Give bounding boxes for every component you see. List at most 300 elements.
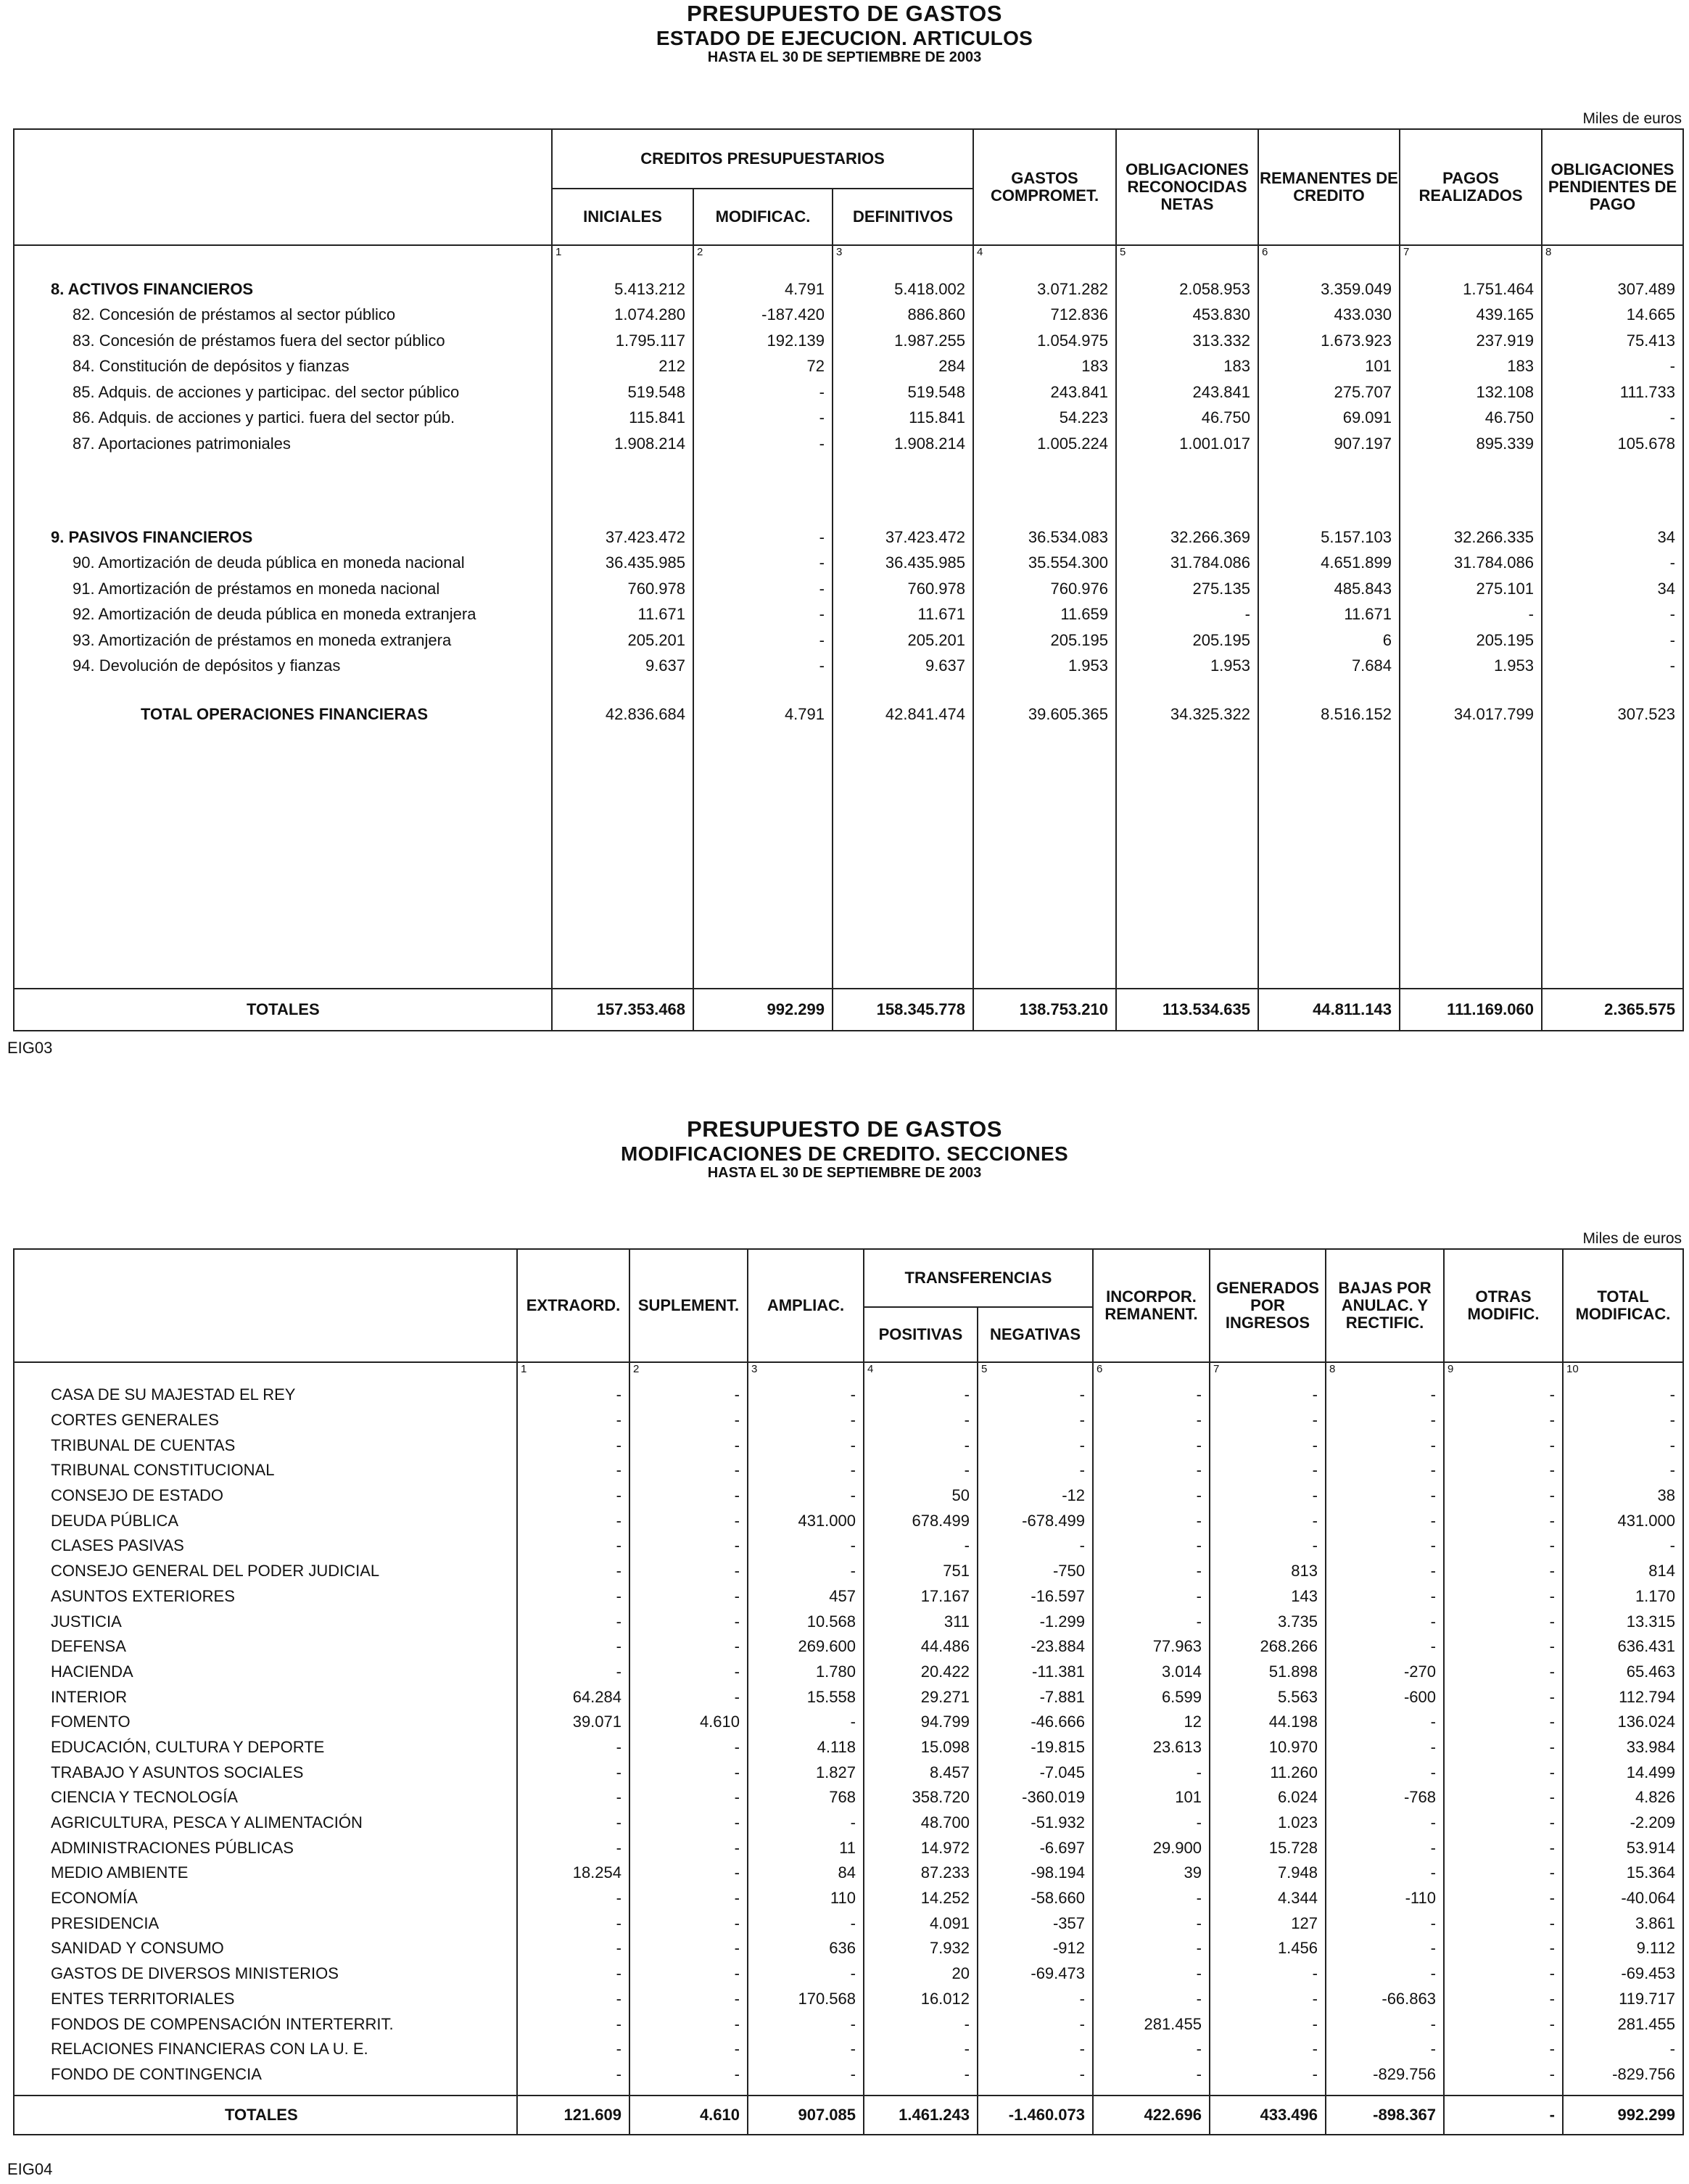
section-value: - [1444,1886,1563,1911]
article-row-label: 85. Adquis. de acciones y participac. del sector público [73,382,460,401]
article-row-value: -187.420 [693,302,833,327]
section-name: ASUNTOS EXTERIORES [51,1586,235,1605]
section-row [14,1433,1683,1458]
section-value: 8.457 [864,1760,978,1785]
section-value: - [1444,1382,1563,1408]
article-row-label: 83. Concesión de préstamos fuera del sector público [73,331,445,350]
article-row-label: 90. Amortización de deuda pública en moneda nacional [73,553,465,572]
spacer-cell [14,456,552,524]
section-value: 48.700 [864,1810,978,1836]
section-value: 29.900 [1093,1835,1210,1860]
section-value: - [517,1835,629,1860]
article-row-value: - [693,602,833,627]
article-row-value: 275.135 [1116,576,1258,601]
section-value: - [629,1860,748,1886]
article-row [14,627,1683,653]
section-value: 84 [748,1860,864,1886]
section-value: 751 [864,1559,978,1584]
article-row-value: 34 [1542,576,1683,601]
section-value: - [517,1634,629,1660]
section-value: - [1563,1382,1683,1408]
article-row-value: 433.030 [1258,302,1400,327]
section-value: - [1444,2062,1563,2088]
article-row-value: 11.659 [973,602,1116,627]
section-value: 110 [748,1886,864,1911]
spacer-cell [1116,728,1258,989]
totals-value: 907.085 [748,2096,864,2135]
article-row [14,379,1683,405]
section-value: -7.045 [978,1760,1093,1785]
section-row [14,1860,1683,1886]
section-value: - [629,1961,748,1987]
section-value: - [517,1810,629,1836]
header-blank [14,1249,517,1362]
section-value: - [629,1684,748,1710]
section-value: 636.431 [1563,1634,1683,1660]
spacer-cell [1116,456,1258,524]
section-value: - [629,1559,748,1584]
section-value: - [1093,1584,1210,1610]
section-value: - [1326,1382,1444,1408]
article-row-value: 519.548 [552,379,693,405]
section-value: - [1093,1961,1210,1987]
section-value: -600 [1326,1684,1444,1710]
section-value: - [1093,1382,1210,1408]
section-row [14,1559,1683,1584]
section-value: 268.266 [1210,1634,1326,1660]
section-value: - [517,2011,629,2037]
section-value: -6.697 [978,1835,1093,1860]
section-value: - [1093,1408,1210,1433]
section-name: ENTES TERRITORIALES [51,1989,235,2008]
section-value: - [1093,1458,1210,1483]
section-value: - [1210,2037,1326,2062]
section-value: - [517,1483,629,1509]
section-value: - [517,1961,629,1987]
article-row-value: - [693,551,833,576]
section-row [14,1408,1683,1433]
section-value: - [629,1382,748,1408]
article-row-value: 237.919 [1400,328,1542,353]
totals-label: TOTALES [14,2096,517,2135]
section-value: - [748,1961,864,1987]
section-value: -360.019 [978,1785,1093,1810]
header-suplement: SUPLEMENT. [629,1249,748,1362]
section-value: - [1563,1458,1683,1483]
section-value: - [1444,1760,1563,1785]
section-value: -46.666 [978,1710,1093,1735]
article-row-value: 46.750 [1400,405,1542,430]
section-value: 50 [864,1483,978,1509]
article-row-value: - [1542,627,1683,653]
section-value: 38 [1563,1483,1683,1509]
section-value: - [1093,1508,1210,1533]
totals-value: 158.345.778 [833,989,973,1031]
article-row [14,405,1683,430]
header-creditos-presupuestarios: CREDITOS PRESUPUESTARIOS [552,129,973,189]
group-heading-row-value: - [693,524,833,550]
section-value: - [1326,1508,1444,1533]
section-name: DEUDA PÚBLICA [51,1511,179,1530]
header-remanentes-credito: REMANENTES DE CREDITO [1258,129,1400,245]
group-heading-row-value: 4.791 [693,276,833,302]
section-value: - [517,1382,629,1408]
section-value: - [748,1433,864,1458]
article-row-value: 11.671 [1258,602,1400,627]
section-name: TRIBUNAL CONSTITUCIONAL [51,1461,275,1480]
execution-table [13,128,1684,1031]
section-value: - [1093,1760,1210,1785]
date-line: HASTA EL 30 DE SEPTIEMBRE DE 2003 [707,1165,982,1182]
section-value: - [1326,1584,1444,1610]
article-row-value: 1.953 [1116,654,1258,679]
section-value: - [517,1785,629,1810]
totals-value: 113.534.635 [1116,989,1258,1031]
spacer-cell [1093,2087,1210,2096]
section-value: - [1326,1810,1444,1836]
column-number: 3 [833,245,973,261]
section-value: - [1326,1634,1444,1660]
section-value: - [1210,1483,1326,1509]
section-value: - [748,1911,864,1936]
article-row-value: 1.074.280 [552,302,693,327]
section-value: - [517,1886,629,1911]
section-value: 1.780 [748,1660,864,1685]
subtotal-row-value: 34.017.799 [1400,701,1542,727]
section-value: - [1444,1987,1563,2012]
article-row-label: 84. Constitución de depósitos y fianzas [73,357,350,376]
section-value: - [864,1408,978,1433]
spacer-cell [693,728,833,989]
section-value: - [978,1382,1093,1408]
section-value: - [629,1810,748,1836]
subtotal-row-value: 4.791 [693,701,833,727]
section-value: 281.455 [1093,2011,1210,2037]
section-value: - [1093,1483,1210,1509]
section-value: - [629,2011,748,2037]
article-row-value: 115.841 [833,405,973,430]
spacer-cell [1258,728,1400,989]
column-number: 4 [973,245,1116,261]
section-value: -40.064 [1563,1886,1683,1911]
section-value: - [748,1710,864,1735]
spacer-cell [1326,2087,1444,2096]
section-row [14,2037,1683,2062]
header-ampliac: AMPLIAC. [748,1249,864,1362]
group-heading-row-value: 307.489 [1542,276,1683,302]
spacer-cell [833,261,973,276]
section-value: -16.597 [978,1584,1093,1610]
section-row [14,1835,1683,1860]
section-value: - [1563,1408,1683,1433]
section-value: - [1444,1710,1563,1735]
section-value: 7.948 [1210,1860,1326,1886]
header-negativas: NEGATIVAS [978,1307,1093,1362]
section-value: - [517,1559,629,1584]
section-value: - [1093,1936,1210,1961]
section-value: - [978,2011,1093,2037]
section-value: 3.861 [1563,1911,1683,1936]
section-value: -19.815 [978,1735,1093,1760]
article-row-value: 35.554.300 [973,551,1116,576]
section-row [14,1684,1683,1710]
article-row-value: 36.435.985 [833,551,973,576]
page-subtitle: ESTADO DE EJECUCION. ARTICULOS [656,26,1033,49]
section-value: - [1093,1911,1210,1936]
article-row-value: 115.841 [552,405,693,430]
section-value: - [1326,1609,1444,1634]
section-row [14,1735,1683,1760]
section-value: - [748,2062,864,2088]
article-row-value: 72 [693,353,833,379]
section-value: - [864,2037,978,2062]
section-value: -58.660 [978,1886,1093,1911]
section-value: - [1444,1911,1563,1936]
header-extraord: EXTRAORD. [517,1249,629,1362]
article-row-value: 1.054.975 [973,328,1116,353]
section-value: - [629,1987,748,2012]
section-value: - [517,1533,629,1559]
totals-value: 111.169.060 [1400,989,1542,1031]
section-name: CONSEJO DE ESTADO [51,1486,223,1505]
section-value: 14.252 [864,1886,978,1911]
column-number: 2 [693,245,833,261]
section-name: ADMINISTRACIONES PÚBLICAS [51,1838,294,1857]
spacer-cell [833,456,973,524]
article-row-value: 886.860 [833,302,973,327]
section-value: 87.233 [864,1860,978,1886]
totals-value: 992.299 [693,989,833,1031]
section-value: 64.284 [517,1684,629,1710]
article-row [14,654,1683,679]
article-row-value: 1.987.255 [833,328,973,353]
spacer-cell [693,456,833,524]
article-row-value: 1.673.923 [1258,328,1400,353]
spacer-cell [864,2087,978,2096]
article-row-value: 4.651.899 [1258,551,1400,576]
section-value: - [1444,1584,1563,1610]
section-value: 94.799 [864,1710,978,1735]
section-value: - [1563,1533,1683,1559]
article-row-label: 86. Adquis. de acciones y partici. fuera del sector púb. [73,408,455,427]
spacer-cell [973,261,1116,276]
spacer-cell [973,456,1116,524]
header-total-modificac: TOTAL MODIFICAC. [1563,1249,1683,1362]
section-value: - [864,2062,978,2088]
section-value: - [1326,1735,1444,1760]
article-row-value: 1.953 [973,654,1116,679]
article-row-value: 1.005.224 [973,431,1116,456]
report-code: EIG03 [7,1039,53,1057]
column-number: 2 [629,1362,748,1378]
section-value: - [1326,2011,1444,2037]
section-value: - [1326,1961,1444,1987]
section-name: CASA DE SU MAJESTAD EL REY [51,1385,296,1404]
article-row-value: 132.108 [1400,379,1542,405]
article-row-value: 101 [1258,353,1400,379]
article-row-value: 1.953 [1400,654,1542,679]
page-title: PRESUPUESTO DE GASTOS [687,1,1002,26]
article-row [14,576,1683,601]
spacer-cell [1400,261,1542,276]
article-row-value: 46.750 [1116,405,1258,430]
section-value: - [517,1760,629,1785]
section-row [14,1609,1683,1634]
section-value: -1.299 [978,1609,1093,1634]
spacer-cell [973,728,1116,989]
article-row-value: 760.978 [833,576,973,601]
article-row-value: 712.836 [973,302,1116,327]
spacer-row [14,456,1683,524]
header-otras-modific: OTRAS MODIFIC. [1444,1249,1563,1362]
section-value: - [517,1936,629,1961]
column-number: 1 [552,245,693,261]
date-line: HASTA EL 30 DE SEPTIEMBRE DE 2003 [707,49,982,66]
group-heading-row-value: 3.071.282 [973,276,1116,302]
article-row-value: 7.684 [1258,654,1400,679]
totals-value: 44.811.143 [1258,989,1400,1031]
section-value: -750 [978,1559,1093,1584]
article-row-value: 519.548 [833,379,973,405]
section-value: 1.456 [1210,1936,1326,1961]
section-name: FONDOS DE COMPENSACIÓN INTERTERRIT. [51,2014,394,2033]
section-value: - [864,2011,978,2037]
section-value: - [1444,1835,1563,1860]
section-value: - [1444,1483,1563,1509]
section-value: 358.720 [864,1785,978,1810]
section-value: 3.014 [1093,1660,1210,1685]
section-value: -51.932 [978,1810,1093,1836]
section-value: - [517,1609,629,1634]
section-value: - [864,1533,978,1559]
section-value: - [1093,1987,1210,2012]
section-value: - [1444,1735,1563,1760]
header-definitivos: DEFINITIVOS [833,189,973,245]
group-heading-row-value: 37.423.472 [552,524,693,550]
article-row-value: 36.435.985 [552,551,693,576]
section-value: 6.024 [1210,1785,1326,1810]
group-heading-row-value: 5.418.002 [833,276,973,302]
section-value: 65.463 [1563,1660,1683,1685]
subtotal-row-value: 34.325.322 [1116,701,1258,727]
section-value: - [864,1433,978,1458]
section-value: - [629,1433,748,1458]
section-value: - [978,1533,1093,1559]
sheet2-titles [0,1117,1689,1181]
section-value: - [517,1660,629,1685]
group-heading-row-value: 5.157.103 [1258,524,1400,550]
section-value: -66.863 [1326,1987,1444,2012]
section-value: 4.091 [864,1911,978,1936]
section-value: - [1093,1433,1210,1458]
section-value: - [517,2037,629,2062]
article-row [14,551,1683,576]
header-iniciales: INICIALES [552,189,693,245]
section-value: - [978,1987,1093,2012]
totals-label: TOTALES [14,989,552,1031]
section-value: 431.000 [748,1508,864,1533]
section-value: 814 [1563,1559,1683,1584]
section-value: - [1444,2011,1563,2037]
article-row-value: 907.197 [1258,431,1400,456]
article-row-value: 313.332 [1116,328,1258,353]
section-value: - [517,1584,629,1610]
section-name: EDUCACIÓN, CULTURA Y DEPORTE [51,1737,325,1756]
article-row-value: 205.201 [833,627,973,653]
section-value: -357 [978,1911,1093,1936]
article-row-value: 485.843 [1258,576,1400,601]
article-row-value: - [1542,405,1683,430]
section-value: 269.600 [748,1634,864,1660]
section-value: - [748,2011,864,2037]
section-value: - [1326,1911,1444,1936]
section-name: FOMENTO [51,1713,131,1731]
section-value: - [1326,1458,1444,1483]
section-value: - [1444,1810,1563,1836]
page-title: PRESUPUESTO DE GASTOS [687,1116,1002,1142]
section-value: - [1326,2037,1444,2062]
group-heading-row-label: 8. ACTIVOS FINANCIEROS [51,279,254,298]
subtotal-row-value: 8.516.152 [1258,701,1400,727]
section-value: - [1326,1483,1444,1509]
column-number: 5 [1116,245,1258,261]
section-value: -7.881 [978,1684,1093,1710]
section-value: - [1326,1860,1444,1886]
article-row-value: 205.195 [1116,627,1258,653]
section-value: - [978,2062,1093,2088]
section-value: - [629,1533,748,1559]
section-value: - [517,1433,629,1458]
spacer-row [14,2087,1683,2096]
section-value: 4.826 [1563,1785,1683,1810]
article-row-value: 6 [1258,627,1400,653]
units-label: Miles de euros [1582,1230,1682,1247]
article-row-value: 895.339 [1400,431,1542,456]
totals-value: 4.610 [629,2096,748,2135]
spacer-cell [748,2087,864,2096]
article-row-value: 54.223 [973,405,1116,430]
section-value: 20 [864,1961,978,1987]
section-name: INTERIOR [51,1687,128,1706]
subtotal-row-value: 307.523 [1542,701,1683,727]
header-obligaciones-pendientes: OBLIGACIONES PENDIENTES DE PAGO [1542,129,1683,245]
article-row-label: 91. Amortización de préstamos en moneda nacional [73,579,440,598]
section-value: - [1210,1961,1326,1987]
section-value: 636 [748,1936,864,1961]
spacer-cell [1563,2087,1683,2096]
column-number-row [14,245,1683,261]
article-row-value: 111.733 [1542,379,1683,405]
article-row-value: 11.671 [833,602,973,627]
spacer-cell [693,261,833,276]
article-row-value: 183 [1400,353,1542,379]
section-row [14,1785,1683,1810]
section-value: 281.455 [1563,2011,1683,2037]
section-value: - [517,1735,629,1760]
totals-value: 422.696 [1093,2096,1210,2135]
section-value: -69.453 [1563,1961,1683,1987]
section-value: - [1444,1936,1563,1961]
spacer-cell [973,679,1116,701]
section-value: - [1093,1810,1210,1836]
group-heading-row-value: 32.266.369 [1116,524,1258,550]
section-name: CIENCIA Y TECNOLOGÍA [51,1788,238,1807]
section-name: GASTOS DE DIVERSOS MINISTERIOS [51,1964,339,1983]
section-value: - [1444,1458,1563,1483]
column-number: 1 [517,1362,629,1378]
column-number: 3 [748,1362,864,1378]
column-number-row [14,1362,1683,1378]
